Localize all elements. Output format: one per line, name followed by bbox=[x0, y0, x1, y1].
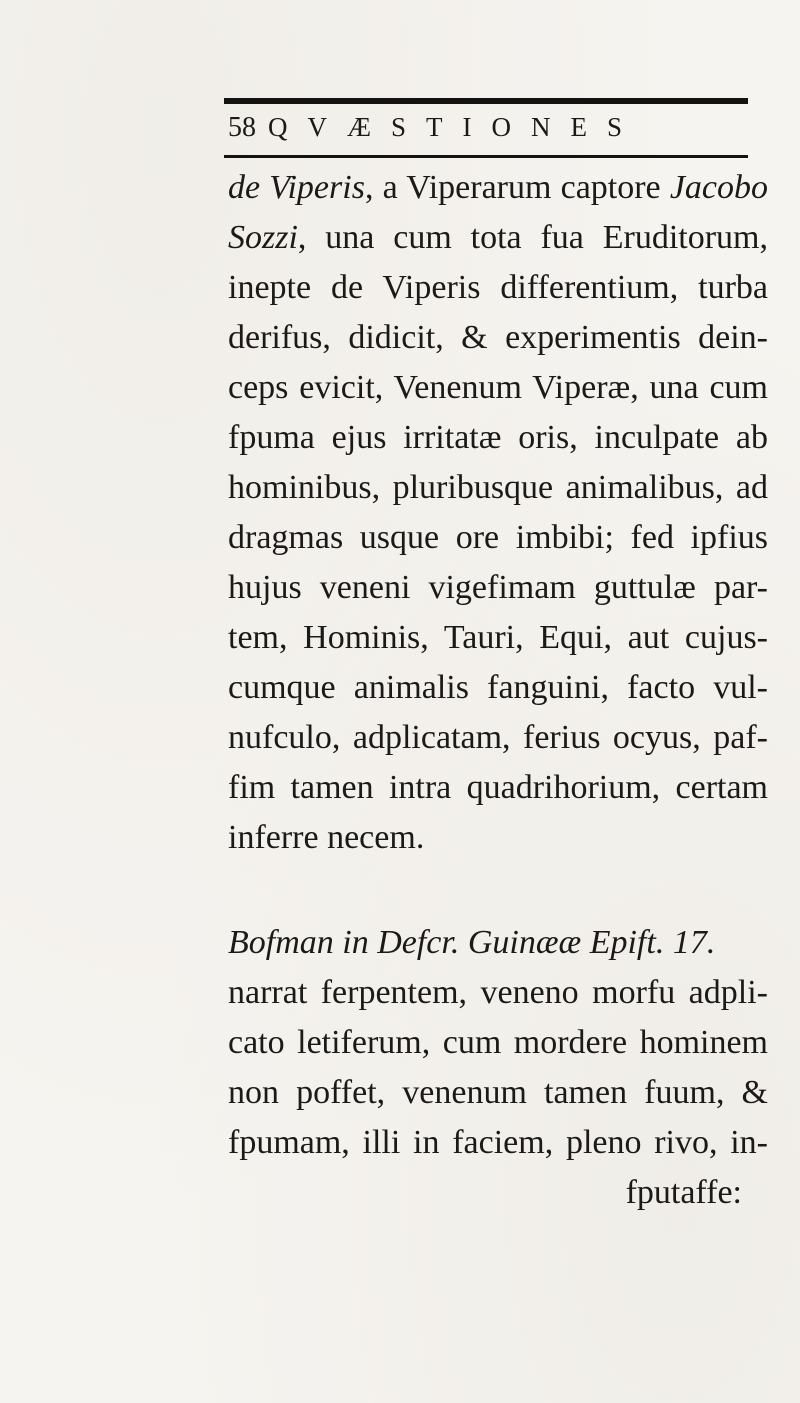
running-head bbox=[228, 112, 642, 152]
paragraph-spacer bbox=[228, 863, 768, 918]
text-line: non poffet, venenum tamen fuum, & bbox=[228, 1074, 768, 1111]
text-span: , a Viperarum captore bbox=[364, 169, 670, 206]
italic-name: Jacobo bbox=[669, 169, 768, 206]
italic-reference: de Viperis bbox=[228, 169, 365, 206]
header-rule-bottom bbox=[224, 155, 748, 158]
text-line: tem, Hominis, Tauri, Equi, aut cujus- bbox=[228, 619, 768, 656]
header-rule-top bbox=[224, 98, 748, 104]
text-line: inferre necem. bbox=[228, 819, 425, 856]
text-line: derifus, didicit, & experimentis dein- bbox=[228, 319, 768, 356]
text-line: fpuma ejus irritatæ oris, inculpate ab bbox=[228, 419, 768, 456]
text-line: fpumam, illi in faciem, pleno rivo, in- bbox=[228, 1124, 768, 1161]
text-span: , una cum tota fua Eruditorum, bbox=[297, 219, 768, 256]
italic-citation: Bofman in Defcr. Guinææ Epift. 17. bbox=[228, 924, 716, 961]
text-line: cumque animalis fanguini, facto vul- bbox=[228, 669, 768, 706]
text-line bbox=[228, 163, 768, 213]
page-number: 58 bbox=[228, 112, 256, 143]
text-line: dragmas usque ore imbibi; fed ipfius bbox=[228, 519, 768, 556]
text-line: ceps evicit, Venenum Viperæ, una cum bbox=[228, 369, 768, 406]
body-text bbox=[228, 163, 768, 1218]
text-line: nufculo, adplicatam, ferius ocyus, paf- bbox=[228, 719, 768, 756]
text-line: hujus veneni vigefimam guttulæ par- bbox=[228, 569, 768, 606]
running-title: QVÆSTIONES bbox=[268, 112, 643, 142]
text-line bbox=[228, 213, 768, 263]
text-line: inepte de Viperis differentium, turba bbox=[228, 269, 768, 306]
italic-name: Sozzi bbox=[228, 219, 298, 256]
catchword-line: fputaffe: bbox=[625, 1174, 742, 1211]
text-line: fim tamen intra quadrihorium, certam bbox=[228, 769, 768, 806]
text-line: cato letiferum, cum mordere hominem bbox=[228, 1024, 768, 1061]
text-line bbox=[228, 918, 768, 968]
text-line: narrat ferpentem, veneno morfu adpli- bbox=[228, 974, 768, 1011]
text-line: hominibus, pluribusque animalibus, ad bbox=[228, 469, 768, 506]
